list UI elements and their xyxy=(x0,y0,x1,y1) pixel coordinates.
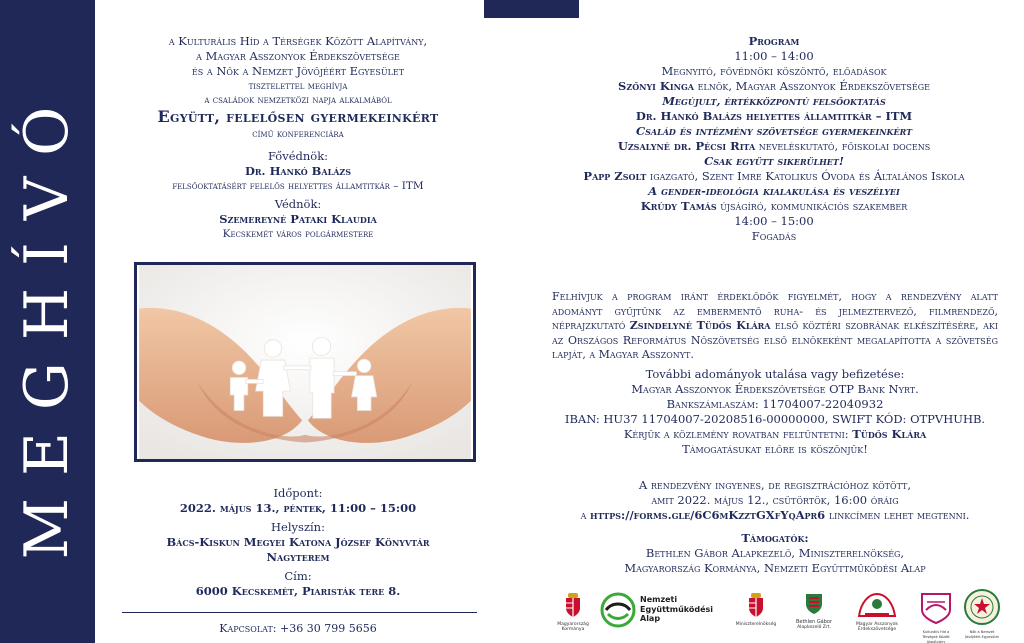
donation-paragraph xyxy=(552,290,998,363)
logo-prime-ministers-office xyxy=(730,592,782,627)
place-value-1: Bács-Kiskun Megyei Katona József Könyvtár xyxy=(166,535,430,549)
speaker-5-role: újságíró, kommunikációs szakember xyxy=(716,199,908,213)
patron-heading: Fővédnök: xyxy=(267,149,329,163)
registration-section xyxy=(552,478,998,576)
speaker-4-role: igazgató, Szent Imre Katolikus Óvoda és Általános Iskola xyxy=(646,169,965,183)
donation-thanks: Támogatásukat előre is köszönjük! xyxy=(682,441,868,456)
kulturalis-hid-icon xyxy=(918,590,954,626)
nea-line-1: Nemzeti xyxy=(640,595,678,604)
registration-line-2: amit 2022. május 12., csütörtök, 16:00 óráig xyxy=(651,493,899,507)
place-heading: Helyszín: xyxy=(271,520,325,534)
left-column xyxy=(118,34,478,241)
right-column xyxy=(546,34,1002,244)
nea-line-3: Alap xyxy=(640,614,661,623)
para-text-a: Felhívjuk a program iránt érdeklődők figyelmét, hogy a rendezvény alatt adományt gyűjtünk az embermentő ruha- és jelmeztervező, filmrendező, néprajzkutató xyxy=(552,290,998,332)
conference-subtitle: című konferenciára xyxy=(252,128,344,140)
speaker-2: Dr. Hankó Balázs helyettes államtitkár – ITM xyxy=(635,109,913,123)
speaker-1-role: elnök, Magyar Asszonyok Érdekszövetsége xyxy=(694,79,930,93)
para-honoree: Zsindelyné Tüdős Klára xyxy=(629,319,771,332)
supporters-line-2: Magyarország Kormánya, Nemzeti Együttműködési Alap xyxy=(624,561,926,575)
logo-3-caption: Miniszterelnökség xyxy=(735,622,777,627)
patron-role: felsőoktatásért felelős helyettes államtitkár – ITM xyxy=(172,180,424,192)
supporter-logos xyxy=(552,586,1010,643)
sponsor-heading: Védnök: xyxy=(274,197,322,211)
coat-of-arms-icon xyxy=(564,592,582,618)
org-line-2: a Magyar Asszonyok Érdekszövetsége xyxy=(196,49,400,63)
time-slot-2: 14:00 – 15:00 xyxy=(734,214,814,228)
program-heading: Program xyxy=(748,34,800,48)
logo-kulturalis-hid xyxy=(916,590,956,643)
address-value: 6000 Kecskemét, Piaristák tere 8. xyxy=(195,584,401,598)
logo-4-caption-1: Bethlen Gábor xyxy=(795,619,833,625)
logo-nok-a-nemzet xyxy=(962,588,1002,640)
logo-6-caption: Kulturális Híd a Térségek Között Alapítvány xyxy=(922,630,950,643)
speaker-4 xyxy=(546,169,1002,184)
nea-line-2: Együttműködési xyxy=(640,604,714,614)
event-details xyxy=(118,486,478,599)
divider-line xyxy=(122,612,477,613)
invitation-title: MEGHÍVÓ xyxy=(12,84,82,560)
donation-section xyxy=(552,290,998,457)
opening-line: Megnyitó, fővédnöki köszöntő, előadások xyxy=(661,64,887,78)
donation-line-2: Magyar Asszonyok Érdekszövetsége OTP Bank Nyrt. xyxy=(631,381,919,396)
conference-title: Együtt, felelősen gyermekeinkért xyxy=(157,107,439,126)
top-accent-bar xyxy=(484,0,579,18)
patron-name: Dr. Hankó Balázs xyxy=(244,164,352,178)
logo-5-caption: Magyar Asszonyok Érdekszövetsége xyxy=(856,622,898,632)
donation-line-4: IBAN: HU37 11704007-20208516-00000000, SWIFT KÓD: OTPVHUHB. xyxy=(564,411,986,426)
supporters-heading: Támogatók: xyxy=(741,531,809,545)
registration-prefix: a xyxy=(580,508,591,522)
speaker-1-name: Szőnyi Kinga xyxy=(618,79,695,93)
registration-suffix: linkcímen lehet megtenni. xyxy=(825,508,970,522)
logo-bethlen-gabor xyxy=(792,592,836,630)
logo-hungary-government xyxy=(552,592,594,632)
org-line-3: és a Nők a Nemzet Jövőjéért Egyesület xyxy=(191,64,405,78)
sponsor-role: Kecskemét város polgármestere xyxy=(222,228,374,240)
nea-swirl-icon xyxy=(600,592,636,628)
speaker-5 xyxy=(546,199,1002,214)
donation-note-name: Tüdős Klára xyxy=(852,426,927,441)
contact-line: Kapcsolat: +36 30 799 5656 xyxy=(219,622,377,635)
logo-7-caption: Nők a Nemzet Jövőjéért Egyesület xyxy=(965,630,999,639)
sponsor-name: Szemereyné Pataki Klaudia xyxy=(219,212,377,226)
address-heading: Cím: xyxy=(284,569,312,583)
invite-line-2: a családok nemzetközi napja alkalmából xyxy=(204,94,392,106)
speaker-5-name: Krúdy Tamás xyxy=(640,199,717,213)
side-band xyxy=(0,0,95,643)
invite-line-1: tisztelettel meghívja xyxy=(248,80,348,92)
bethlen-shield-icon xyxy=(805,592,823,616)
talk-5-title: A gender-ideológia kialakulása és veszélyei xyxy=(648,184,900,198)
nok-seal-icon xyxy=(963,588,1001,626)
logo-mae xyxy=(848,590,906,632)
hands-family-photo xyxy=(134,262,476,462)
speaker-3-role: neveléskutató, főiskolai docens xyxy=(755,139,931,153)
talk-4-title: Csak együtt sikerülhet! xyxy=(704,154,844,168)
time-heading: Időpont: xyxy=(273,486,323,500)
time-slot-1: 11:00 – 14:00 xyxy=(734,49,814,63)
place-value-2: Nagyterem xyxy=(266,550,330,564)
talk-2-title: Megújult, értékközpontú felsőoktatás xyxy=(662,94,886,108)
logo-4-caption-2: Alapkezelő Zrt. xyxy=(797,625,831,630)
coat-of-arms-icon xyxy=(747,592,765,618)
org-line-1: a Kulturális Híd a Térségek Között Alapítvány, xyxy=(168,34,428,48)
donation-line-1: További adományok utalása vagy befizetése: xyxy=(645,366,905,381)
time-value: 2022. május 13., péntek, 11:00 – 15:00 xyxy=(179,501,417,515)
talk-3-title: Család és intézmény szövetsége gyermekeinkért xyxy=(635,124,913,138)
speaker-4-name: Papp Zsolt xyxy=(583,169,647,183)
registration-line-1: A rendezvény ingyenes, de regisztrációhoz kötött, xyxy=(638,478,912,492)
mae-emblem-icon xyxy=(855,590,899,618)
donation-note: Kérjük a közlemény rovatban feltüntetni: xyxy=(623,426,853,441)
donation-line-5 xyxy=(552,427,998,442)
logo-1-caption: Magyarország Kormánya xyxy=(557,622,589,632)
donation-line-3: Bankszámlaszám: 11704007-22040932 xyxy=(666,396,884,411)
speaker-3 xyxy=(546,139,1002,154)
reception-line: Fogadás xyxy=(751,229,797,243)
registration-link[interactable]: https://forms.gle/6C6mKzztGXfYqApr6 xyxy=(590,508,826,522)
hands-illustration xyxy=(137,265,473,459)
registration-line-3 xyxy=(552,508,998,523)
supporters-line-1: Bethlen Gábor Alapkezelő, Miniszterelnökség, xyxy=(645,546,905,560)
speaker-3-name: Uzsalyné dr. Pécsi Rita xyxy=(617,139,756,153)
speaker-1 xyxy=(546,79,1002,94)
para-text-b: első köztéri szobrának elkészítésére, aki az Országos Református Nőszövetség első elnökeként megalapította a szövetség lapját, a Magyar Asszonyt. xyxy=(552,319,998,361)
